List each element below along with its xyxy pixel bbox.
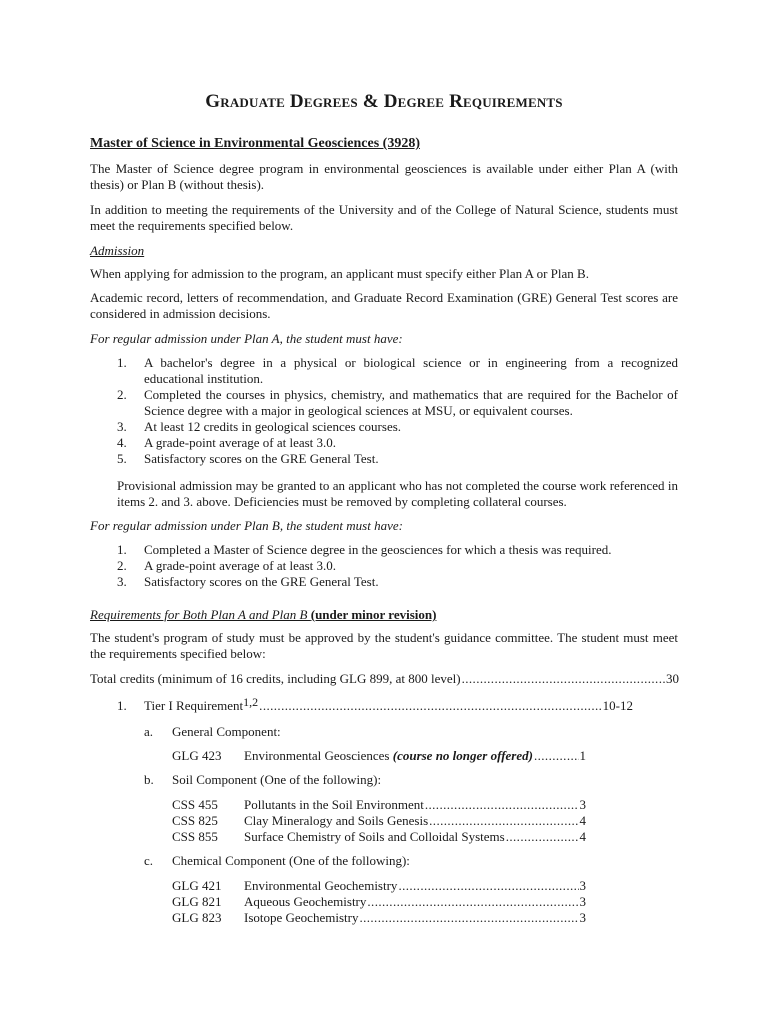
page-title: Graduate Degrees & Degree Requirements bbox=[205, 91, 563, 112]
course-row: GLG 821 Aqueous Geochemistry ..... 3 bbox=[172, 894, 586, 910]
total-credits-line: Total credits (minimum of 16 credits, including GLG 899, at 800 level) ..... 30 bbox=[90, 671, 679, 687]
list-item: 4. A grade-point average of at least 3.0. bbox=[117, 435, 337, 450]
intro-paragraph-1: The Master of Science degree program in environmental geosciences is available under either Plan A (with thesis) or Plan B (without thesis). bbox=[90, 161, 678, 192]
intro-paragraph-2: In addition to meeting the requirements of the University and of the College of Natural Science, students must meet the requirements specified below. bbox=[90, 202, 678, 233]
admission-paragraph-2: Academic record, letters of recommendation, and Graduate Record Examination (GRE) General Test scores are considered in admission decisions. bbox=[90, 290, 678, 321]
provisional-paragraph: Provisional admission may be granted to an applicant who has not completed the course work referenced in items 2. and 3. above. Deficiencies must be removed by completing collateral courses. bbox=[117, 478, 678, 509]
tier1-line: 1. Tier I Requirement 1,2 ..... 10-12 bbox=[117, 698, 633, 714]
list-item: 1. Completed a Master of Science degree in the geosciences for which a thesis was required. bbox=[117, 542, 612, 557]
program-heading: Master of Science in Environmental Geosciences (3928) bbox=[90, 136, 420, 151]
course-row: CSS 855 Surface Chemistry of Soils and Colloidal Systems ..... 4 bbox=[172, 829, 586, 845]
list-item: 2. A grade-point average of at least 3.0. bbox=[117, 558, 337, 573]
course-row: GLG 823 Isotope Geochemistry ..... 3 bbox=[172, 910, 586, 926]
requirements-heading: Requirements for Both Plan A and Plan B (under minor revision) bbox=[90, 607, 437, 622]
course-row: GLG 423 Environmental Geosciences (course no longer offered) ..... 1 bbox=[172, 748, 586, 764]
requirements-paragraph: The student's program of study must be approved by the student's guidance committee. The student must meet the requirements specified below: bbox=[90, 630, 678, 661]
admission-paragraph-1: When applying for admission to the program, an applicant must specify either Plan A or Plan B. bbox=[90, 266, 589, 281]
list-item: 2. Completed the courses in physics, chemistry, and mathematics that are required for the Bachelor of Science degree with a major in geological sciences at MSU, or equivalent courses. bbox=[117, 387, 678, 418]
course-row: CSS 825 Clay Mineralogy and Soils Genesis ..... 4 bbox=[172, 813, 586, 829]
component-a-label: a. General Component: bbox=[144, 724, 281, 739]
list-item: 3. At least 12 credits in geological sciences courses. bbox=[117, 419, 402, 434]
component-b-label: b. Soil Component (One of the following): bbox=[144, 772, 382, 787]
list-item: 5. Satisfactory scores on the GRE General Test. bbox=[117, 451, 379, 466]
list-item: 3. Satisfactory scores on the GRE General Test. bbox=[117, 574, 379, 589]
list-item: 1. A bachelor's degree in a physical or biological science or in engineering from a recognized educational institution. bbox=[117, 355, 678, 386]
plan-b-list bbox=[117, 542, 678, 590]
component-c-label: c. Chemical Component (One of the following): bbox=[144, 853, 410, 868]
plan-b-heading: For regular admission under Plan B, the student must have: bbox=[90, 518, 403, 533]
plan-a-list bbox=[117, 355, 678, 467]
course-row: GLG 421 Environmental Geochemistry ..... 3 bbox=[172, 878, 586, 894]
plan-a-heading: For regular admission under Plan A, the student must have: bbox=[90, 331, 403, 346]
course-row: CSS 455 Pollutants in the Soil Environment ..... 3 bbox=[172, 797, 586, 813]
admission-heading: Admission bbox=[90, 243, 145, 258]
